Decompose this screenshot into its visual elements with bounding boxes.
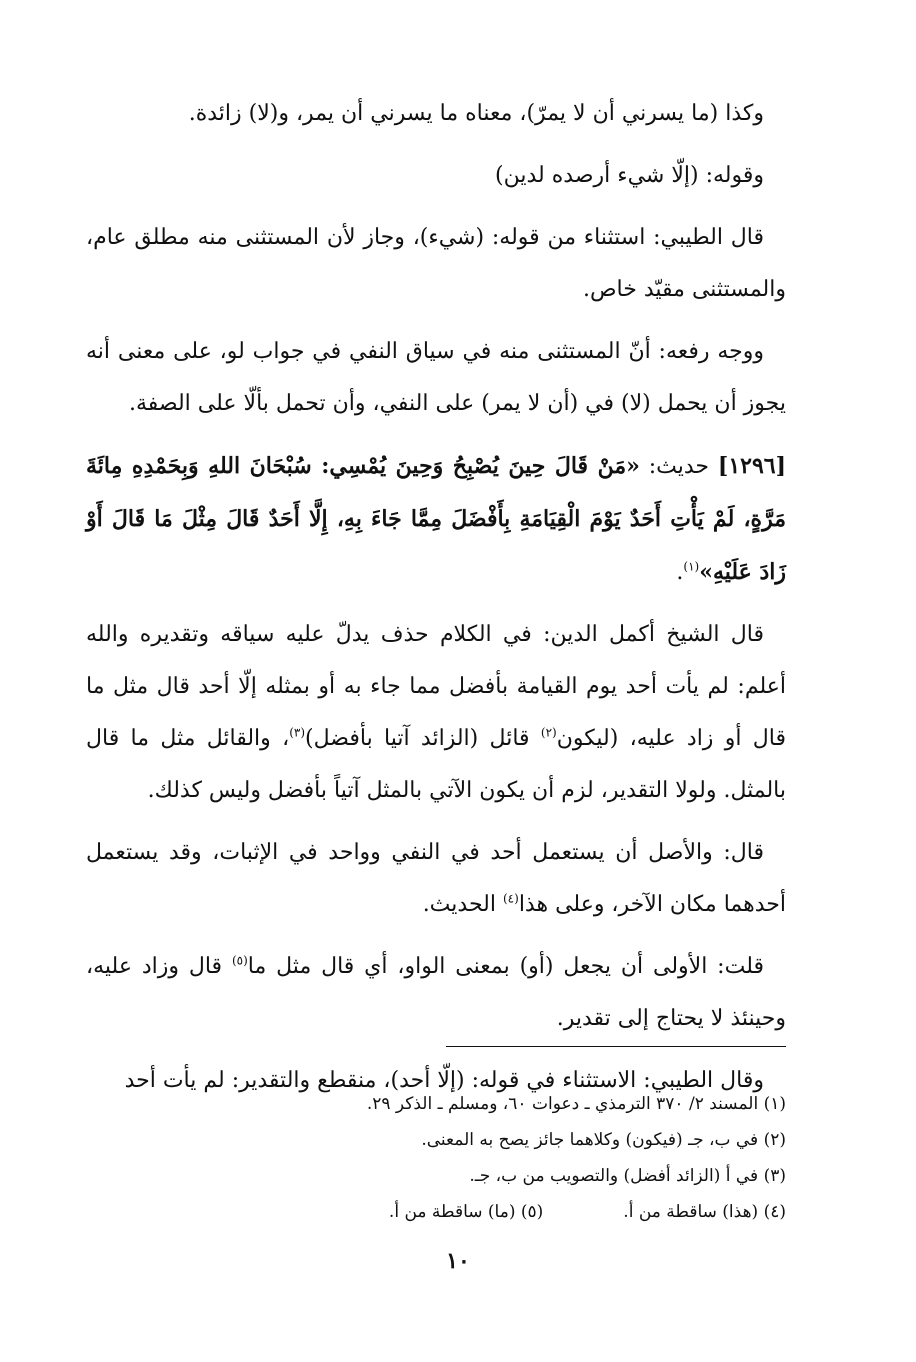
main-text <box>86 88 786 1117</box>
footnote-row-4-5 <box>86 1194 786 1230</box>
qala-part-1: قال: والأصل أن يستعمل أحد في النفي وواحد في الإثبات، وقد يستعمل أحدهما مكان الآخر، وعلى هذا <box>86 840 786 917</box>
footnote-2: (٢) في ب، جـ (فيكون) وكلاهما جائز يصح به المعنى. <box>421 1130 786 1150</box>
paragraph-wakadha: وكذا (ما يسرني أن لا يمرّ)، معناه ما يسرني أن يمر، و(لا) زائدة. <box>188 101 764 126</box>
akmal-part-1: قال الشيخ أكمل الدين: في الكلام حذف يدلّ عليه سياقه وتقديره والله أعلم: لم يأت أحد يوم القيامة بأفضل مما جاء به أو بمثله إلّا أحد قال مثل ما قال أو زاد عليه، (ليكون <box>86 622 787 751</box>
akmal-part-2: قائل (الزائد آتيا بأفضل) <box>305 726 530 751</box>
footnote-ref-2[interactable]: (٢) <box>540 725 557 740</box>
qultu-part-2: قال وزاد عليه، وحينئذ لا يحتاج إلى تقدير. <box>86 954 786 1031</box>
hadith-lead: حديث: <box>648 454 710 479</box>
hadith-end: . <box>676 560 684 585</box>
footnote-3: (٣) في أ (الزائد أفضل) والتصويب من ب، جـ. <box>469 1166 786 1186</box>
footnote-4: (٤) (هذا) ساقطة من أ. <box>623 1202 786 1222</box>
hadith-number: [١٢٩٦] <box>717 453 786 479</box>
footnote-ref-5[interactable]: (٥) <box>231 953 248 968</box>
footnote-ref-1[interactable]: (١) <box>683 559 700 574</box>
hadith-entry <box>86 440 786 599</box>
footnote-ref-4[interactable]: (٤) <box>502 891 519 906</box>
footnote-5: (٥) (ما) ساقطة من أ. <box>388 1202 544 1222</box>
paragraph-akmal <box>86 609 786 817</box>
paragraph-tibi: قال الطيبي: استثناء من قوله: (شيء)، وجاز لأن المستثنى منه مطلق عام، والمستثنى مقيّد خاص. <box>86 225 786 302</box>
akmal-part-3: ، والقائل مثل ما قال بالمثل. ولولا التقدير، لزم أن يكون الآتي بالمثل آتياً بأفضل وليس كذلك. <box>86 726 786 803</box>
footnote-separator <box>446 1046 786 1047</box>
paragraph-tibi-istithna: وقال الطيبي: الاستثناء في قوله: (إلّا أحد)، منقطع والتقدير: لم يأت أحد <box>124 1068 764 1093</box>
hadith-text: «مَنْ قَالَ حِينَ يُصْبِحُ وَحِينَ يُمْسِي: سُبْحَانَ اللهِ وَبِحَمْدِهِ مِائَةَ مَرَّةٍ، لَمْ يَأْتِ أَحَدٌ يَوْمَ الْقِيَامَةِ بِأَفْضَلَ مِمَّا جَاءَ بِهِ، إِلَّا أَحَدٌ قَالَ مِثْلَ مَا قَالَ أَوْ زَادَ عَلَيْهِ» <box>86 453 786 585</box>
footnotes <box>86 1086 786 1230</box>
page-number: ١٠ <box>446 1248 470 1274</box>
paragraph-qala <box>86 827 786 931</box>
qala-part-2: الحديث. <box>422 892 496 917</box>
footnote-ref-3[interactable]: (٣) <box>289 725 306 740</box>
footnote-1: (١) المسند ٢/ ٣٧٠ الترمذي ـ دعوات ٦٠، ومسلم ـ الذكر ٢٩. <box>366 1094 786 1114</box>
paragraph-qultu <box>86 941 786 1045</box>
qultu-part-1: قلت: الأولى أن يجعل (أو) بمعنى الواو، أي قال مثل ما <box>247 954 764 979</box>
paragraph-qawluhu: وقوله: (إلّا شيء أرصده لدين) <box>495 163 764 188</box>
paragraph-wajh-rafihi: ووجه رفعه: أنّ المستثنى منه في سياق النفي في جواب لو، على معنى أنه يجوز أن يحمل (لا) في (أن لا يمر) على النفي، وأن تحمل بألّا على الصفة. <box>86 339 786 416</box>
